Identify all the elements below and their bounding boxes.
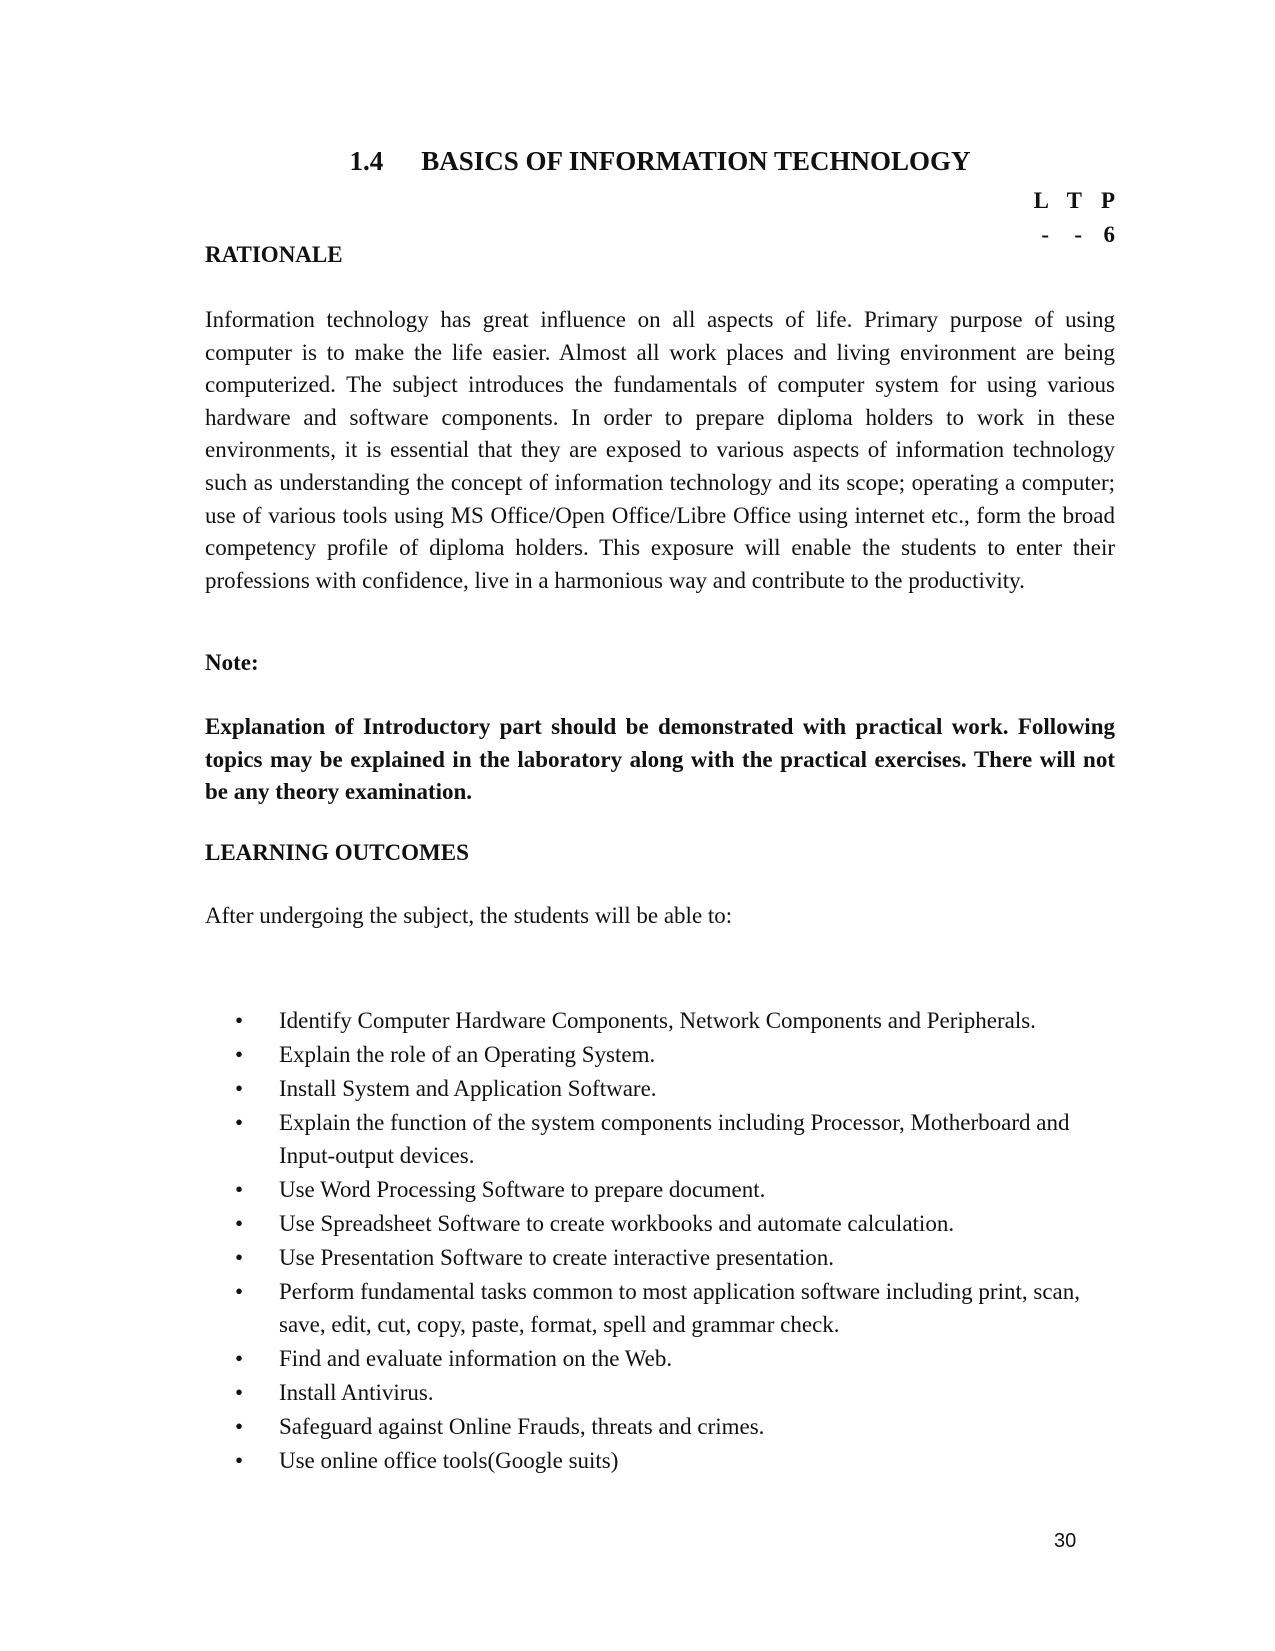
list-item xyxy=(205,1107,1115,1172)
list-item xyxy=(205,1445,1115,1478)
list-item-text: Install Antivirus. xyxy=(279,1380,434,1406)
bullet-icon: • xyxy=(235,1176,244,1202)
section-title-text: BASICS OF INFORMATION TECHNOLOGY xyxy=(421,146,971,176)
rationale-paragraph: Information technology has great influence on all aspects of life. Primary purpose of using computer is to make the life easier. Almost all work places and living environment are being computerized. The subject introduces the fundamentals of computer system for using various hardware and software components. In order to prepare diploma holders to work in these environments, it is essential that they are exposed to various aspects of information technology such as understanding the concept of information technology and its scope; operating a computer; use of various tools using MS Office/Open Office/Libre Office using internet etc., form the broad competency profile of diploma holders. This exposure will enable the students to enter their professions with confidence, live in a harmonious way and contribute to the productivity. xyxy=(205,307,1115,593)
learning-outcomes-list xyxy=(205,1005,1115,1479)
list-item-text: Install System and Application Software. xyxy=(279,1076,657,1102)
list-item-text: Use Word Processing Software to prepare document. xyxy=(279,1176,766,1202)
list-item xyxy=(205,1242,1115,1275)
list-item xyxy=(205,1005,1115,1038)
list-item xyxy=(205,1377,1115,1410)
list-item-text: Use Presentation Software to create interactive presentation. xyxy=(279,1245,834,1271)
bullet-icon: • xyxy=(235,1110,244,1136)
list-item-text: Use Spreadsheet Software to create workbooks and automate calculation. xyxy=(279,1211,955,1237)
ltp-label-t: T xyxy=(1066,188,1082,213)
list-item-text: Explain the function of the system components including Processor, Motherboard and Input-output devices. xyxy=(279,1110,1070,1168)
bullet-icon: • xyxy=(235,1042,244,1068)
list-item xyxy=(205,1039,1115,1072)
learning-outcomes-intro: After undergoing the subject, the students will be able to: xyxy=(205,903,733,928)
bullet-icon: • xyxy=(235,1448,244,1474)
document-page xyxy=(205,0,1115,1651)
bullet-icon: • xyxy=(235,1345,244,1371)
bullet-icon: • xyxy=(235,1245,244,1271)
bullet-icon: • xyxy=(235,1008,244,1033)
ltp-value-l: - xyxy=(1041,222,1049,247)
list-item-text: Use online office tools(Google suits) xyxy=(279,1448,619,1474)
ltp-label-p: P xyxy=(1100,188,1115,213)
list-item xyxy=(205,1411,1115,1444)
section-number: 1.4 xyxy=(349,146,384,176)
list-item xyxy=(205,1073,1115,1106)
list-item-text: Safeguard against Online Frauds, threats and crimes. xyxy=(279,1414,765,1440)
note-paragraph: Explanation of Introductory part should be demonstrated with practical work. Following topics may be explained in the laboratory along with the practical exercises. There will not be any theory examination. xyxy=(205,714,1115,805)
bullet-icon: • xyxy=(235,1380,244,1406)
bullet-icon: • xyxy=(235,1414,244,1440)
bullet-icon: • xyxy=(235,1211,244,1237)
note-heading: Note: xyxy=(205,650,259,675)
ltp-header xyxy=(1016,188,1115,214)
page-number: 30 xyxy=(1054,1530,1077,1552)
list-item xyxy=(205,1174,1115,1207)
bullet-icon: • xyxy=(235,1076,244,1102)
list-item-text: Perform fundamental tasks common to most application software including print, scan, save, edit, cut, copy, paste, format, spell and grammar check. xyxy=(279,1279,1080,1337)
section-title xyxy=(205,146,1115,177)
list-item-text: Find and evaluate information on the Web. xyxy=(279,1345,673,1371)
list-item xyxy=(205,1276,1115,1341)
ltp-value-p: 6 xyxy=(1103,222,1115,247)
list-item-text: Identify Computer Hardware Components, Network Components and Peripherals. xyxy=(279,1008,1036,1033)
list-item-text: Explain the role of an Operating System. xyxy=(279,1042,656,1068)
list-item xyxy=(205,1343,1115,1376)
ltp-value-t: - xyxy=(1074,222,1082,247)
rationale-heading: RATIONALE xyxy=(205,242,343,267)
ltp-values xyxy=(1016,222,1115,248)
ltp-label-l: L xyxy=(1033,188,1049,213)
learning-outcomes-heading: LEARNING OUTCOMES xyxy=(205,840,469,865)
bullet-icon: • xyxy=(235,1279,244,1305)
list-item xyxy=(205,1208,1115,1241)
